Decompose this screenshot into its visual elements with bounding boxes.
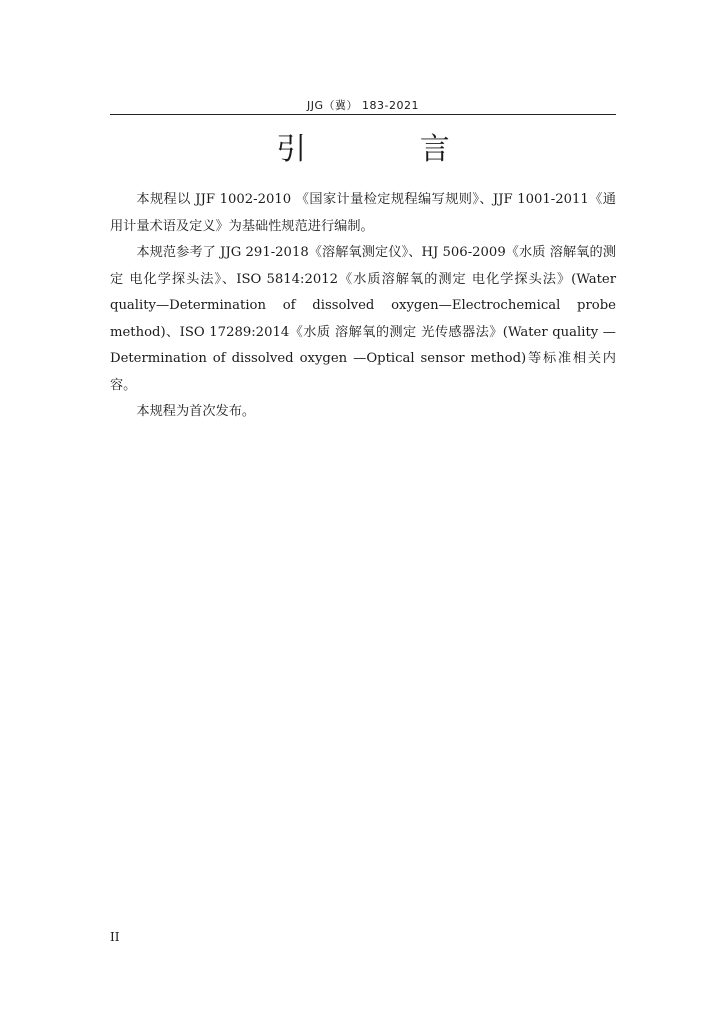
header-divider xyxy=(110,114,616,115)
paragraph-first-release: 本规程为首次发布。 xyxy=(136,404,256,419)
page-title: 引 言 xyxy=(276,132,502,167)
body-text xyxy=(110,187,616,426)
page-number: II xyxy=(110,930,120,944)
paragraph-normative-basis: 本规程以 JJF 1002-2010 《国家计量检定规程编写规则》、JJF 1001-2011《通用计量术语及定义》为基础性规范进行编制。 xyxy=(110,192,616,234)
paragraph-references: 本规范参考了 JJG 291-2018《溶解氧测定仪》、HJ 506-2009《水质 溶解氧的测定 电化学探头法》、ISO 5814:2012《水质溶解氧的测定 电化学探头法》(Water quality—Determination of dissolved oxygen—Electrochemical probe method)、ISO 17289:2014《水质 溶解氧的测定 光传感器法》(Water quality —Determination of dissolved oxygen —Optical sensor method)等标准相关内容。 xyxy=(110,245,616,393)
running-header: JJG（冀） 183-2021 xyxy=(307,99,419,112)
